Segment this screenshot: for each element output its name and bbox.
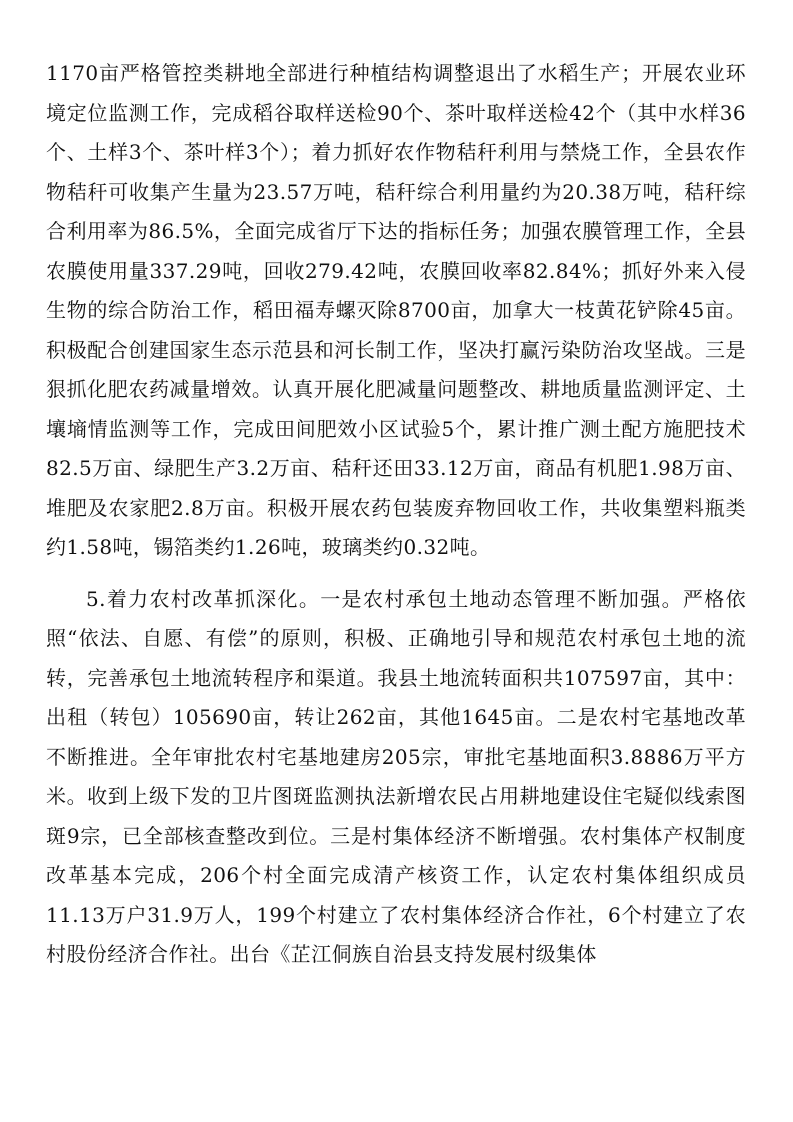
body-paragraph-rural-reform: 5.着力农村改革抓深化。一是农村承包土地动态管理不断加强。严格依照“依法、自愿、有偿”的原则，积极、正确地引导和规范农村承包土地的流转，完善承包土地流转程序和渠道。我县土地流转面积共107597亩，其中：出租（转包）105690亩，转让262亩，其他1645亩。二是农村宅基地改革不断推进。全年审批农村宅基地建房205宗，审批宅基地面积3.8886万平方米。收到上级下发的卫片图斑监测执法新增农民占用耕地建设住宅疑似线索图斑9宗，已全部核查整改到位。三是村集体经济不断增强。农村集体产权制度改革基本完成，206个村全面完成清产核资工作，认定农村集体组织成员11.13万户31.9万人，199个村建立了农村集体经济合作社，6个村建立了农村股份经济合作社。出台《芷江侗族自治县支持发展村级集体 xyxy=(46,586,746,966)
body-paragraph-continued: 1170亩严格管控类耕地全部进行种植结构调整退出了水稻生产；开展农业环境定位监测工作，完成稻谷取样送检90个、茶叶取样送检42个（其中水样36个、土样3个、茶叶样3个）；着力抓好农作物秸秆利用与禁烧工作，全县农作物秸秆可收集产生量为23.57万吨，秸秆综合利用量约为20.38万吨，秸秆综合利用率为86.5%，全面完成省厅下达的指标任务；加强农膜管理工作，全县农膜使用量337.29吨，回收279.42吨，农膜回收率82.84%；抓好外来入侵生物的综合防治工作，稻田福寿螺灭除8700亩，加拿大一枝黄花铲除45亩。积极配合创建国家生态示范县和河长制工作，坚决打赢污染防治攻坚战。三是狠抓化肥农药减量增效。认真开展化肥减量问题整改、耕地质量监测评定、土壤墒情监测等工作，完成田间肥效小区试验5个，累计推广测土配方施肥技术82.5万亩、绿肥生产3.2万亩、秸秆还田33.12万亩，商品有机肥1.98万亩、堆肥及农家肥2.8万亩。积极开展农药包装废弃物回收工作，共收集塑料瓶类约1.58吨，锡箔类约1.26吨，玻璃类约0.32吨。 xyxy=(46,61,746,559)
document-page xyxy=(46,54,746,975)
